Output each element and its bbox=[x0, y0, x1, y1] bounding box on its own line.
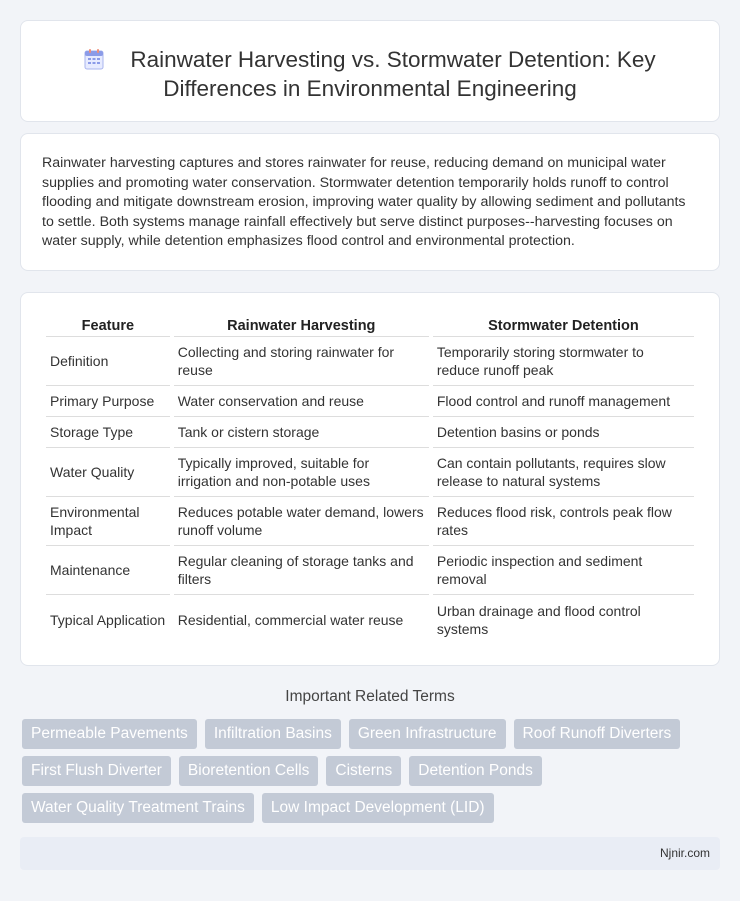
table-cell: Typically improved, suitable for irrigation and non-potable uses bbox=[174, 448, 429, 497]
related-term-tag[interactable]: Infiltration Basins bbox=[205, 719, 341, 749]
footer bbox=[20, 837, 720, 870]
table-row bbox=[46, 546, 694, 595]
table-cell: Residential, commercial water reuse bbox=[177, 611, 404, 628]
table-header-row bbox=[46, 315, 694, 337]
table-cell: Water conservation and reuse bbox=[174, 386, 429, 417]
title-card bbox=[20, 20, 720, 122]
table-row bbox=[46, 595, 694, 644]
table-row bbox=[46, 497, 694, 546]
related-term-tag[interactable]: Green Infrastructure bbox=[349, 719, 506, 749]
header-stormwater-detention: Stormwater Detention bbox=[433, 315, 694, 337]
table-cell: Detention basins or ponds bbox=[433, 417, 694, 448]
comparison-table bbox=[42, 315, 698, 644]
table-cell: Environmental Impact bbox=[46, 497, 170, 546]
tag-row bbox=[22, 793, 702, 823]
footer-site-label: Njnir.com bbox=[659, 846, 710, 860]
header-rainwater-harvesting: Rainwater Harvesting bbox=[174, 315, 429, 337]
related-term-tag[interactable]: Bioretention Cells bbox=[179, 756, 318, 786]
header-feature: Feature bbox=[46, 315, 170, 337]
table-row bbox=[46, 417, 694, 448]
table-cell: Definition bbox=[46, 337, 170, 386]
related-terms-list bbox=[22, 719, 702, 830]
related-term-tag[interactable]: Detention Ponds bbox=[409, 756, 542, 786]
page-title-text: Rainwater Harvesting vs. Stormwater Detention: Key Differences in Environmental Engineering bbox=[130, 47, 656, 101]
table-cell: Periodic inspection and sediment removal bbox=[433, 546, 694, 595]
table-row bbox=[46, 448, 694, 497]
table-cell: Tank or cistern storage bbox=[174, 417, 429, 448]
related-term-tag[interactable]: First Flush Diverter bbox=[22, 756, 171, 786]
related-term-tag[interactable]: Water Quality Treatment Trains bbox=[22, 793, 254, 823]
related-term-tag[interactable]: Permeable Pavements bbox=[22, 719, 197, 749]
tag-row bbox=[22, 756, 702, 786]
related-terms-heading: Important Related Terms bbox=[285, 688, 455, 705]
table-row bbox=[46, 386, 694, 417]
tag-row bbox=[22, 719, 702, 749]
calendar-icon bbox=[84, 48, 104, 70]
page-title bbox=[84, 47, 655, 101]
related-term-tag[interactable]: Roof Runoff Diverters bbox=[514, 719, 681, 749]
table-cell: Storage Type bbox=[46, 417, 170, 448]
table-cell: Maintenance bbox=[46, 546, 170, 595]
summary-card bbox=[20, 133, 720, 271]
table-row bbox=[46, 337, 694, 386]
comparison-table-card bbox=[20, 292, 720, 666]
table-cell: Reduces flood risk, controls peak flow rates bbox=[433, 497, 694, 546]
table-cell: Collecting and storing rainwater for reuse bbox=[174, 337, 429, 386]
table-cell: Reduces potable water demand, lowers runoff volume bbox=[174, 497, 429, 546]
table-cell: Can contain pollutants, requires slow release to natural systems bbox=[433, 448, 694, 497]
table-cell: Regular cleaning of storage tanks and filters bbox=[174, 546, 429, 595]
table-cell: Primary Purpose bbox=[46, 386, 170, 417]
table-cell: Flood control and runoff management bbox=[433, 386, 694, 417]
table-cell: Urban drainage and flood control systems bbox=[436, 602, 641, 637]
summary-paragraph: Rainwater harvesting captures and stores rainwater for reuse, reducing demand on municipal water supplies and promoting water conservation. Stormwater detention temporarily holds runoff to control flooding and mitigate downstream erosion, improving water quality by allowing sediment and pollutants to settle. Both systems manage rainfall effectively but serve distinct purposes--harvesting focuses on water supply, while detention emphasizes flood control and environmental protection. bbox=[42, 155, 686, 250]
related-term-tag[interactable]: Low Impact Development (LID) bbox=[262, 793, 494, 823]
table-cell: Temporarily storing stormwater to reduce runoff peak bbox=[433, 337, 694, 386]
related-term-tag[interactable]: Cisterns bbox=[326, 756, 401, 786]
table-cell: Water Quality bbox=[46, 448, 170, 497]
table-cell: Typical Application bbox=[50, 611, 166, 628]
